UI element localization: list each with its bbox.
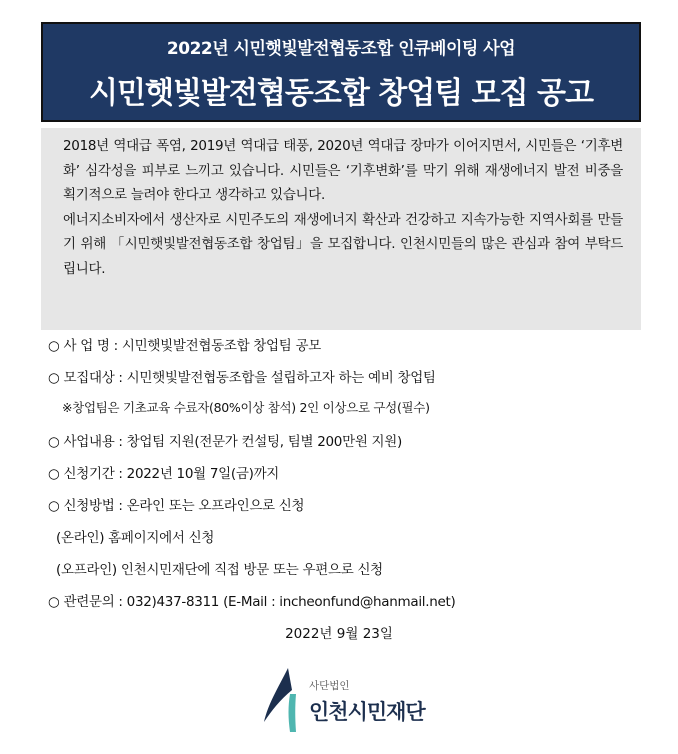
foundation-logo [258, 660, 428, 740]
logo-mark-icon [258, 660, 308, 740]
item-note: ※창업팀은 기초교육 수료자(80%이상 참석) 2인 이상으로 구성(필수) [62, 400, 430, 415]
item-online: (온라인) 홈페이지에서 신청 [56, 530, 215, 546]
item-method: ○ 신청방법 : 온라인 또는 오프라인으로 신청 [48, 498, 305, 514]
intro-box [41, 128, 641, 330]
item-offline: (오프라인) 인천시민재단에 직접 방문 또는 우편으로 신청 [56, 562, 383, 578]
item-contact: ○ 관련문의 : 032)437-8311 (E-Mail : incheonfund@hanmail.net) [48, 594, 456, 610]
item-target: ○ 모집대상 : 시민햇빛발전협동조합을 설립하고자 하는 예비 창업팀 [48, 370, 436, 386]
logo-small-text: 사단법인 [309, 680, 350, 692]
item-business-name: ○ 사 업 명 : 시민햇빛발전협동조합 창업팀 공모 [48, 338, 322, 354]
title-banner [41, 22, 641, 122]
banner-subtitle: 2022년 시민햇빛발전협동조합 인큐베이팅 사업 [166, 39, 516, 59]
notice-date: 2022년 9월 23일 [285, 626, 393, 642]
item-content: ○ 사업내용 : 창업팀 지원(전문가 컨설팅, 팀별 200만원 지원) [48, 434, 403, 450]
intro-paragraph-2: 에너지소비자에서 생산자로 시민주도의 재생에너지 확산과 건강하고 지속가능한 지역사회를 만들기 위해 「시민햇빛발전협동조합 창업팀」을 모집합니다. 인천시민들의 많은 관심과 참여 부탁드립니다. [63, 211, 623, 277]
intro-paragraph-1: 2018년 역대급 폭염, 2019년 역대급 태풍, 2020년 역대급 장마가 이어지면서, 시민들은 ‘기후변화’ 심각성을 피부로 느끼고 있습니다. 시민들은 ‘기후변화’를 막기 위해 재생에너지 발전 비중을 획기적으로 늘려야 한다고 생각하고 있습니다. [63, 138, 623, 203]
item-period: ○ 신청기간 : 2022년 10월 7일(금)까지 [48, 466, 280, 482]
banner-title: 시민햇빛발전협동조합 창업팀 모집 공고 [89, 76, 593, 111]
logo-name: 인천시민재단 [309, 700, 425, 724]
